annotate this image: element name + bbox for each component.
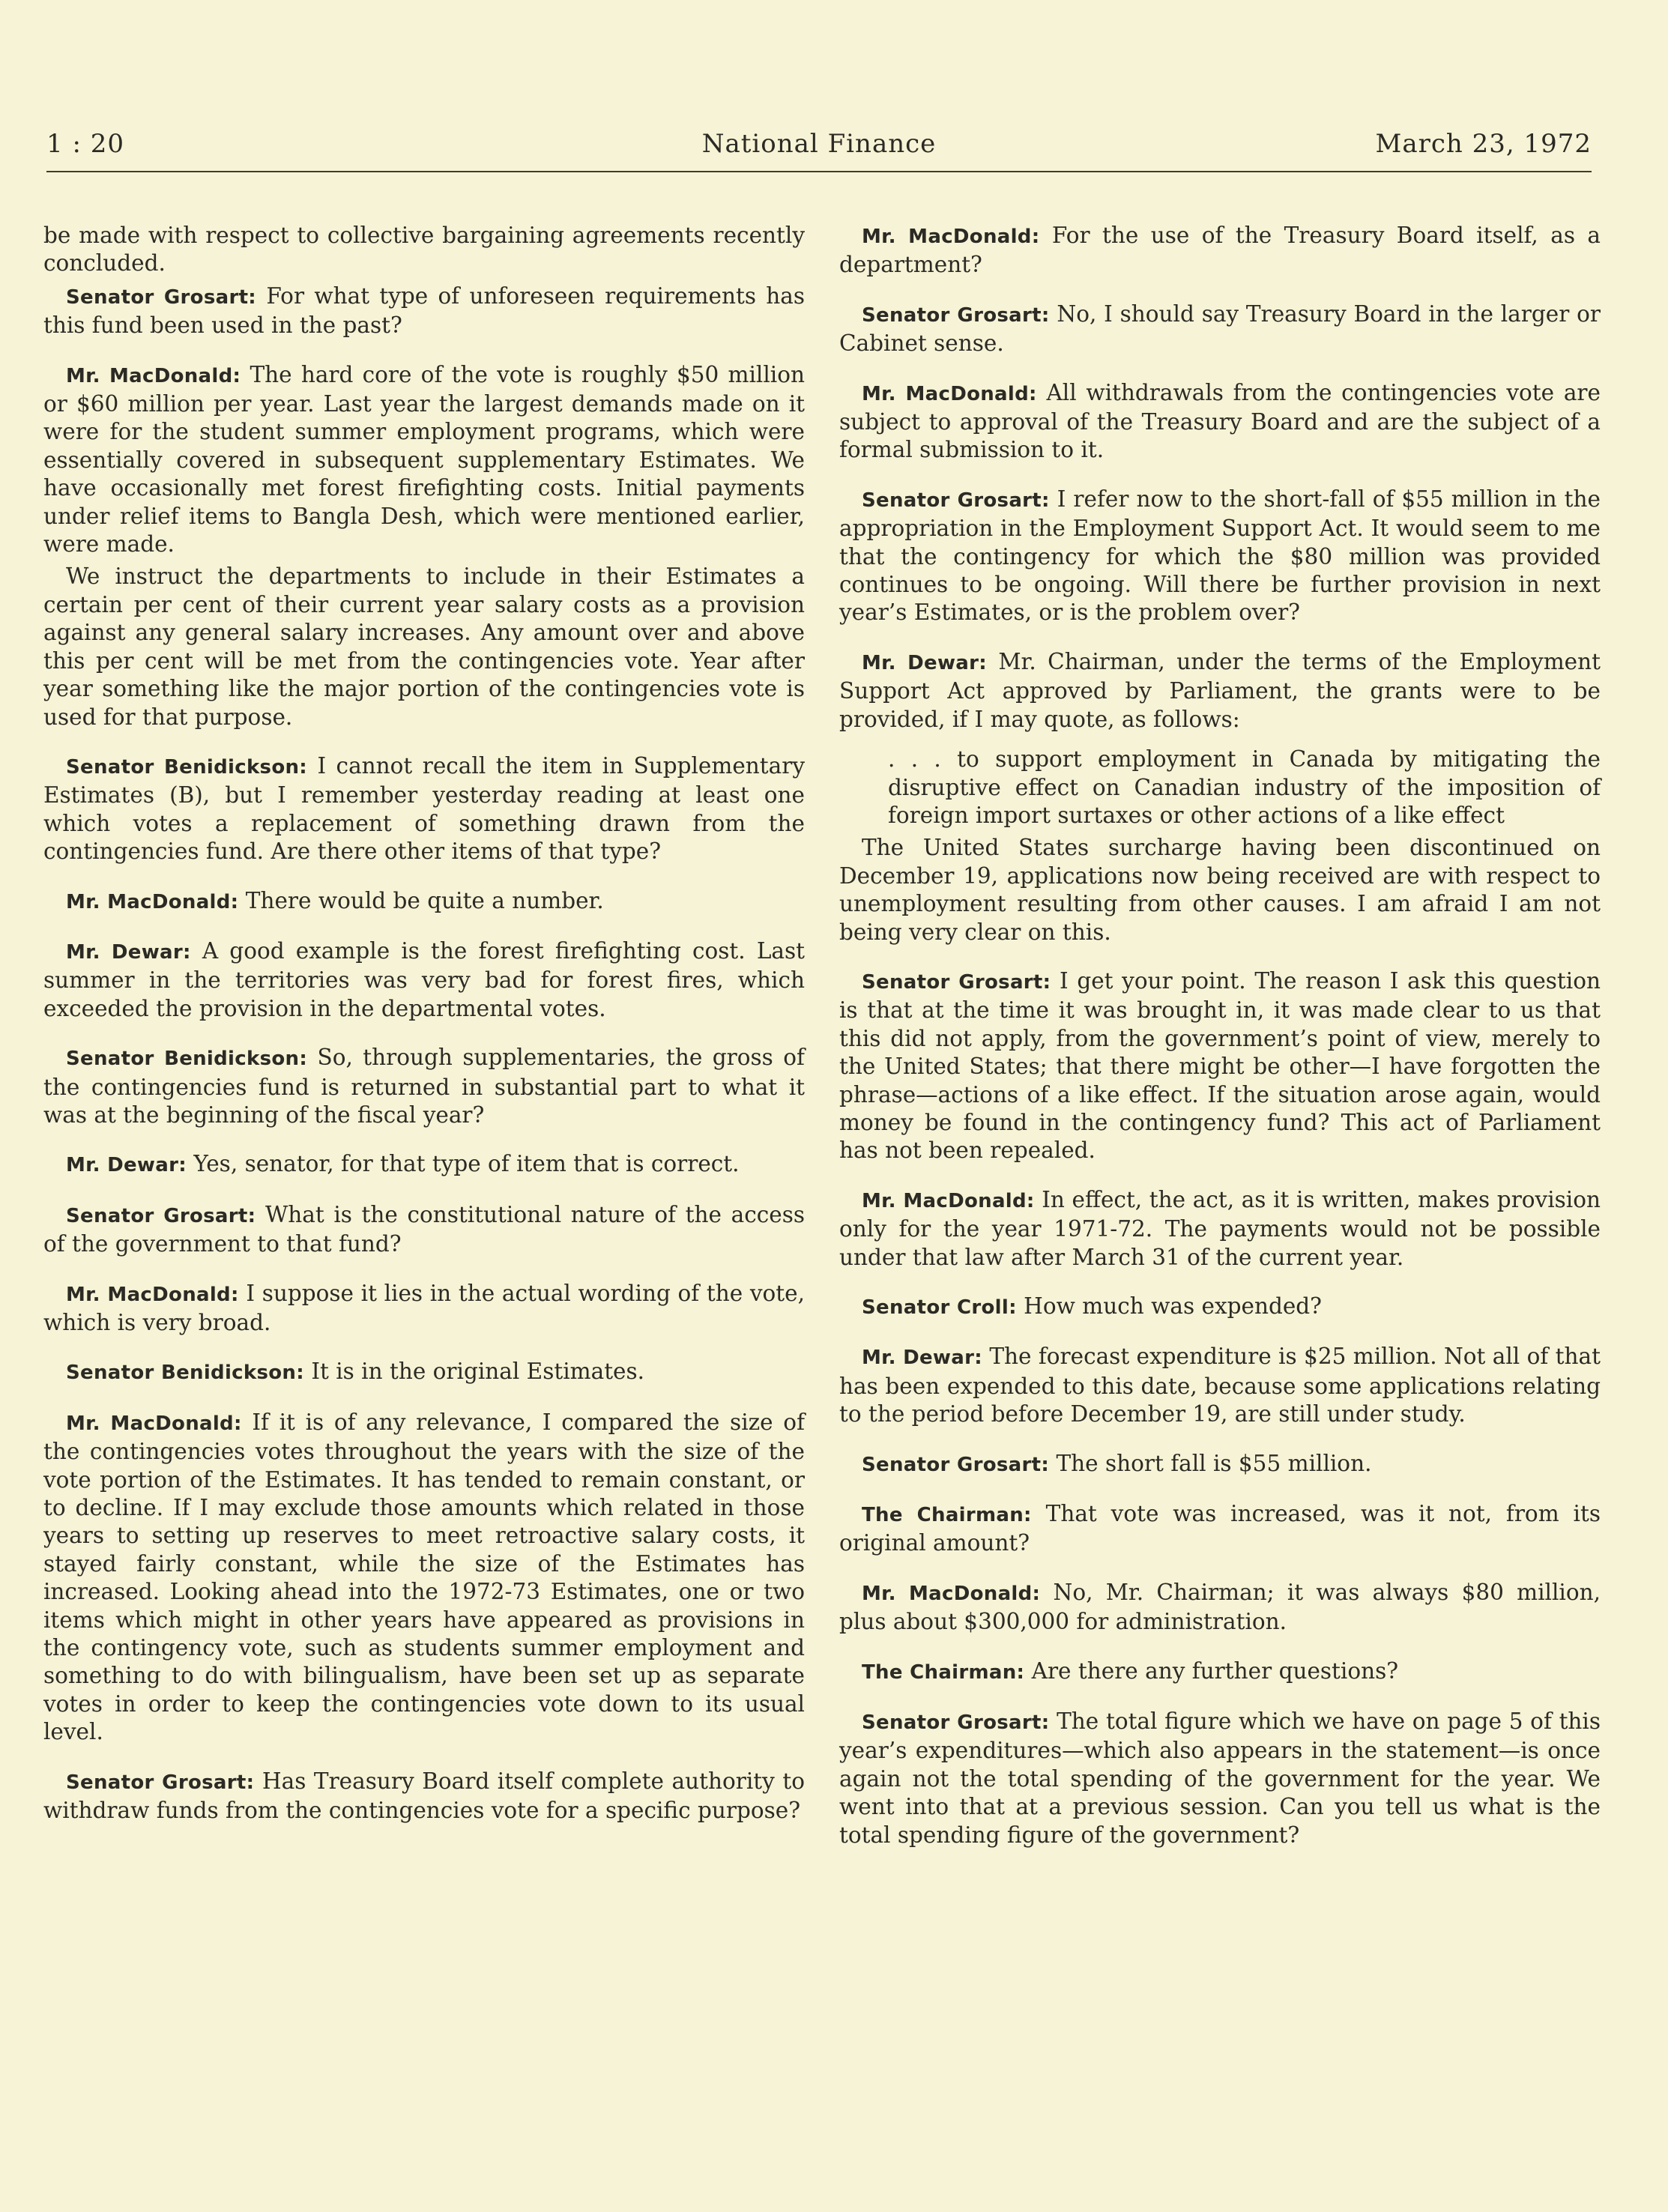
paragraph bbox=[839, 967, 1601, 1165]
speaker-name: Senator Grosart: bbox=[66, 1771, 255, 1794]
block-quote bbox=[888, 746, 1601, 830]
paragraph-text: No, I should say Treasury Board in the larger or Cabinet sense. bbox=[839, 300, 1601, 357]
paragraph bbox=[839, 834, 1601, 946]
page-header bbox=[46, 129, 1592, 172]
paragraph-text: That vote was increased, was it not, from its original amount? bbox=[839, 1501, 1601, 1556]
paragraph-text: For the use of the Treasury Board itself, as a department? bbox=[839, 223, 1601, 278]
paragraph bbox=[43, 1044, 805, 1129]
speaker-name: Mr. MacDonald: bbox=[862, 1189, 1035, 1212]
paragraph bbox=[43, 361, 805, 559]
paragraph-text: The forecast expenditure is $25 million. Not all of that has been expended to this date, because some applications relating to the period before December 19, are still under study. bbox=[839, 1344, 1601, 1427]
publication-date: March 23, 1972 bbox=[1375, 129, 1592, 159]
speaker-name: Mr. Dewar: bbox=[862, 1347, 982, 1370]
paragraph bbox=[43, 1409, 805, 1747]
paragraph bbox=[43, 222, 805, 278]
paragraph-text: No, Mr. Chairman; it was always $80 million, plus about $300,000 for administration. bbox=[839, 1579, 1601, 1635]
paragraph-text: So, through supplementaries, the gross of the contingencies fund is returned in substantial part to what it was at the beginning of the fiscal year? bbox=[43, 1045, 805, 1128]
paragraph-text: In effect, the act, as it is written, makes provision only for the year 1971-72. The payments would not be possible under that law after March 31 of the current year. bbox=[839, 1186, 1601, 1270]
paragraph-text: It is in the original Estimates. bbox=[311, 1359, 645, 1385]
speaker-name: Senator Grosart: bbox=[862, 1453, 1050, 1476]
page-number: 1 : 20 bbox=[46, 129, 124, 159]
paragraph bbox=[43, 752, 805, 866]
paragraph bbox=[839, 1579, 1601, 1637]
paragraph bbox=[43, 1150, 805, 1179]
right-column bbox=[839, 222, 1601, 1870]
speaker-name: Senator Grosart: bbox=[862, 303, 1050, 327]
paragraph-text: There would be quite a number. bbox=[245, 887, 604, 913]
paragraph bbox=[839, 1343, 1601, 1428]
speaker-name: Mr. MacDonald: bbox=[66, 364, 241, 387]
paragraph-text: The short fall is $55 million. bbox=[1056, 1450, 1372, 1476]
speaker-name: The Chairman: bbox=[862, 1504, 1032, 1527]
paragraph-text: A good example is the forest firefighting cost. Last summer in the territories was very bad for forest fires, which exceeded the provision in the departmental votes. bbox=[43, 937, 805, 1021]
speaker-name: Mr. Dewar: bbox=[66, 940, 191, 964]
paragraph bbox=[43, 282, 805, 340]
speaker-name: Mr. MacDonald: bbox=[66, 890, 239, 913]
quote-text: . . . to support employment in Canada by mitigating the disruptive effect on Canadian industry of the imposition of foreign import surtaxes or other actions of a like effect bbox=[888, 746, 1601, 828]
paragraph bbox=[839, 1708, 1601, 1849]
speaker-name: Mr. MacDonald: bbox=[862, 382, 1037, 405]
speaker-name: Mr. MacDonald: bbox=[862, 1582, 1041, 1605]
paragraph-text: Yes, senator, for that type of item that is correct. bbox=[193, 1151, 740, 1177]
left-column bbox=[43, 222, 805, 1846]
speaker-name: Senator Grosart: bbox=[66, 285, 257, 309]
paragraph-text: The total figure which we have on page 5 of this year’s expenditures—which also appears in the statement—is once again not the total spending of the government for the year. We went into that at a previous session. Can you tell us what is the total spending figure of the government? bbox=[839, 1708, 1601, 1848]
paragraph-text: If it is of any relevance, I compared the size of the contingencies votes throughout the years with the size of the vote portion of the Estimates. It has tended to remain constant, or to decline. If I may exclude those amounts which related in those years to setting up reserves to meet retroactive salary costs, it stayed fairly constant, while the size of the Estimates has increased. Looking ahead into the 1972-73 Estimates, one or two items which might in other years have appeared as provisions in the contingency vote, such as students summer employment and something to do with bilingualism, have been set up as separate votes in order to keep the contingencies vote down to its usual level. bbox=[43, 1409, 805, 1745]
speaker-name: Senator Grosart: bbox=[66, 1204, 256, 1227]
paragraph bbox=[43, 1280, 805, 1338]
paragraph bbox=[43, 1201, 805, 1259]
paragraph bbox=[839, 486, 1601, 627]
speaker-name: Senator Grosart: bbox=[862, 489, 1050, 512]
paragraph-text: How much was expended? bbox=[1024, 1293, 1322, 1319]
speaker-name: Senator Grosart: bbox=[862, 970, 1051, 994]
paragraph-text: The hard core of the vote is roughly $50 million or $60 million per year. Last year the largest demands made on it were for the student summer employment programs, which were essentially covered in subsequent supplementary Estimates. We have occasionally met forest firefighting costs. Initial payments under relief items to Bangla Desh, which were mentioned earlier, were made. bbox=[43, 361, 805, 557]
paragraph bbox=[839, 1293, 1601, 1322]
paragraph-text: I cannot recall the item in Supplementary Estimates (B), but I remember yesterday reading at least one which votes a replacement of something drawn from the contingencies fund. Are there other items of that type? bbox=[43, 752, 805, 865]
paragraph bbox=[43, 887, 805, 916]
speaker-name: Senator Benidickson: bbox=[66, 1362, 304, 1385]
paragraph bbox=[43, 937, 805, 1023]
paragraph-text: Has Treasury Board itself complete authority to withdraw funds from the contingencies vote for a specific purpose? bbox=[43, 1768, 805, 1824]
paragraph bbox=[839, 300, 1601, 358]
paragraph bbox=[839, 379, 1601, 465]
paragraph bbox=[839, 1500, 1601, 1558]
speaker-name: Senator Croll: bbox=[862, 1296, 1017, 1319]
paragraph-text: Are there any further questions? bbox=[1031, 1658, 1399, 1684]
speaker-name: Mr. MacDonald: bbox=[862, 226, 1040, 248]
speaker-name: Senator Benidickson: bbox=[66, 755, 307, 779]
speaker-name: The Chairman: bbox=[862, 1660, 1025, 1684]
speaker-name: Senator Benidickson: bbox=[66, 1048, 308, 1071]
paragraph bbox=[839, 1450, 1601, 1479]
paragraph bbox=[839, 1186, 1601, 1272]
paragraph-text: For what type of unforeseen requirements has this fund been used in the past? bbox=[43, 282, 805, 339]
paragraph bbox=[43, 563, 805, 731]
paragraph-text: I suppose it lies in the actual wording of the vote, which is very broad. bbox=[43, 1280, 805, 1335]
paragraph bbox=[839, 648, 1601, 734]
paragraph-text: I get your point. The reason I ask this question is that at the time it was brought in, it was made clear to us that this did not apply, from the government’s point of view, merely to the United States; that there might be other—I have forgotten the phrase—actions of a like effect. If the situation arose again, would money be found in the contingency fund? This act of Parliament has not been repealed. bbox=[839, 967, 1601, 1164]
paragraph-text: be made with respect to collective bargaining agreements recently concluded. bbox=[43, 223, 805, 276]
paragraph bbox=[839, 1658, 1601, 1687]
speaker-name: Mr. Dewar: bbox=[862, 651, 987, 674]
paragraph-text: The United States surcharge having been discontinued on December 19, applications now being received are with respect to unemployment resulting from other causes. I am afraid I am not being very clear on this. bbox=[839, 835, 1601, 945]
paragraph-text: I refer now to the short-fall of $55 million in the appropriation in the Employment Support Act. It would seem to me that the contingency for which the $80 million was provided continues to be ongoing. Will there be further provision in next year’s Estimates, or is the problem over? bbox=[839, 486, 1601, 626]
paragraph bbox=[839, 222, 1601, 279]
paragraph-text: All withdrawals from the contingencies vote are subject to approval of the Treasury Board and are the subject of a formal submission to it. bbox=[839, 379, 1601, 463]
speaker-name: Mr. MacDonald: bbox=[66, 1283, 239, 1306]
paragraph-text: What is the constitutional nature of the access of the government to that fund? bbox=[43, 1201, 805, 1257]
speaker-name: Senator Grosart: bbox=[862, 1711, 1050, 1735]
paragraph-text: Mr. Chairman, under the terms of the Employment Support Act approved by Parliament, the grants were to be provided, if I may quote, as follows: bbox=[839, 648, 1601, 732]
paragraph bbox=[43, 1358, 805, 1387]
paragraph-text: We instruct the departments to include in their Estimates a certain per cent of their current year salary costs as a provision against any general salary increases. Any amount over and above this per cent will be met from the contingencies vote. Year after year something like the major portion of the contingencies vote is used for that purpose. bbox=[43, 563, 805, 730]
paragraph bbox=[43, 1768, 805, 1825]
speaker-name: Mr. Dewar: bbox=[66, 1154, 187, 1177]
publication-title: National Finance bbox=[701, 129, 937, 159]
speaker-name: Mr. MacDonald: bbox=[66, 1412, 242, 1435]
